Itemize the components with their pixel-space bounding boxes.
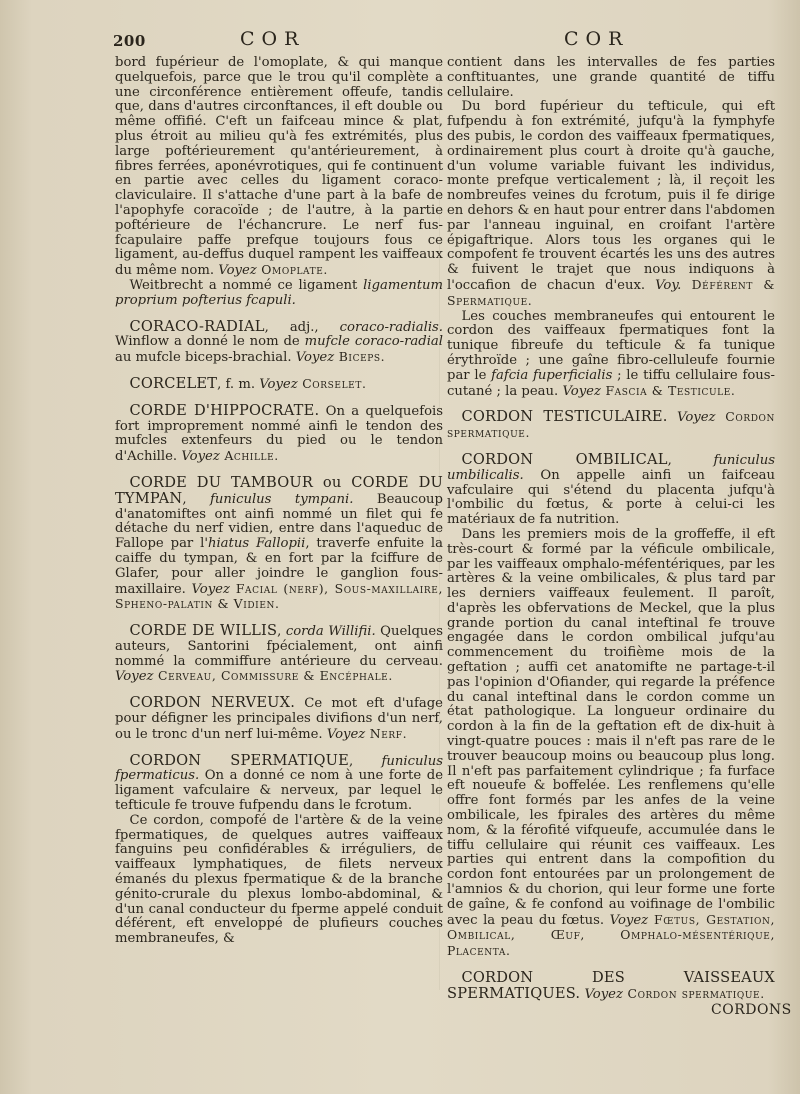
body-text: , — [349, 753, 382, 769]
body-text: , f. m. — [217, 376, 260, 392]
cross-reference: Facial (nerf), Sous-maxillaire, Spheno-palatin & Vidien. — [115, 580, 443, 612]
page-header — [0, 28, 800, 58]
body-text: Beaucoup d'anatomiftes ont ainfi nommé un filet qui fe détache du nerf vidien, entre dans l'aqueduc de Fallope par l' — [115, 491, 443, 552]
paragraph-corde_tambour — [115, 473, 443, 613]
body-text: Quelques auteurs, Santorini fpécialement, ont ainfi nommé la commiffure antérieure du cerveau. — [115, 624, 443, 669]
paragraph-corde_hippocrate — [115, 401, 444, 465]
cross-reference: Cordon spermatique. — [447, 409, 775, 441]
entry-headword: CORDON SPERMATIQUE — [129, 751, 350, 769]
running-head-left: COR — [240, 28, 306, 50]
entry-headword: CORDON NERVEUX. — [129, 694, 296, 712]
italic-text: coraco-radialis. — [339, 319, 443, 335]
paragraph-sperm_cont — [447, 56, 775, 100]
entry-headword: CORDE DU TAMBOUR ou CORDE DU TYMPAN — [115, 473, 443, 507]
entry-headword: CORDE D'HIPPOCRATE. — [129, 401, 320, 419]
body-text: ; le tiffu cellulaire fous-cutané ; la peau. — [447, 367, 775, 399]
paragraph-cordon_vaisseaux — [447, 971, 775, 1003]
body-text: , — [277, 624, 286, 640]
entry-headword: CORDE DE WILLIS — [129, 622, 278, 640]
paragraph-cordon_testiculaire — [447, 410, 775, 442]
cross-reference: Cordon spermatique. — [622, 985, 765, 1001]
catchword: CORDONS — [711, 1002, 792, 1018]
italic-text: Voyez — [584, 986, 623, 1002]
body-text: On appelle ainfi un faifceau vafculaire qui s'étend du placenta jufqu'à l'ombilic du fœtus, & porte à celui-ci les matériaux de fa nutrition. — [447, 467, 775, 528]
italic-text: Voyez — [218, 263, 257, 279]
entry-headword: CORACO-RADIAL — [129, 317, 265, 335]
body-text: , — [182, 491, 210, 507]
paragraph-corde_willis — [115, 624, 443, 685]
paragraph-coraco_radial — [115, 317, 443, 366]
cross-reference: Biceps. — [334, 349, 386, 365]
body-text: Winflow a donné le nom de — [115, 334, 305, 350]
italic-text: ligamentum proprium pofterius fcapuli. — [115, 277, 443, 308]
italic-text: funiculus fpermaticus. — [115, 753, 443, 784]
italic-text: Voyez — [181, 449, 220, 465]
paragraph-sperm_cont2 — [447, 100, 775, 309]
italic-text: corda Willifii. — [285, 624, 376, 640]
cross-reference: Corselet. — [297, 375, 367, 391]
cross-reference: Cerveau, Commissure & Encéphale. — [153, 668, 393, 684]
body-text: Les couches membraneufes qui entourent le cordon des vaiffeaux fpermatiques font la tunique fibreufe du tefticule & fa tunique érythroïde ; une gaîne fibro-celluleufe fournie par le — [447, 308, 775, 383]
paragraph-cordon_spermatique2 — [115, 814, 443, 947]
italic-text: Voyez — [326, 726, 366, 742]
italic-text: mufcle coraco-radial — [304, 334, 443, 350]
body-text: Du bord fupérieur du tefticule, qui eft fufpendu à fon extrémité, jufqu'à la fymphyfe des pubis, le cordon des vaiffeaux fpermatiques, ordinairement plus court à droite qu'à gauche, d'un volume variable fuivant les individus, monte prefque verticalement ; là, il reçoit les nombreufes veines du fcrotum, puis il fe dirige en dehors & en haut pour entrer dans l'abdomen par l'anneau inguinal, en croifant l'artère épigaftrique. Alors tous les organes qui le compofent fe trouvent écartés les uns des autres & fuivent le trajet que nous indiquons à l'occafion de chacun d'eux. — [447, 99, 775, 293]
right-column — [447, 56, 775, 1003]
body-text: On a quelquefois fort improprement nommé ainfi le tendon des mufcles extenfeurs du pied ou le tendon d'Achille. — [115, 403, 444, 465]
italic-text: Voy. — [655, 277, 682, 293]
italic-text: Voyez — [562, 383, 601, 399]
paragraph-omo_cont — [115, 56, 443, 279]
cross-reference: Déférent & Spermatique. — [447, 276, 775, 308]
body-text: , adj., — [264, 319, 340, 335]
body-text — [668, 410, 677, 425]
body-text: Weitbrecht a nommé ce ligament — [129, 277, 364, 293]
italic-text: Voyez — [609, 912, 649, 928]
cross-reference: Fascia & Testicule. — [600, 382, 736, 398]
body-text: au mufcle biceps-brachial. — [115, 350, 296, 366]
italic-text: Voyez — [295, 350, 335, 366]
page-number: 200 — [113, 32, 146, 50]
entry-headword: CORDON DES VAISSEAUX SPERMATIQUES. — [447, 969, 775, 1002]
italic-text: Voyez — [191, 581, 230, 597]
paragraph-corcelet — [115, 374, 443, 393]
body-text: bord fupérieur de l'omoplate, & qui manque quelquefois, parce que le trou qu'il complète a une circonférence entièrement offeufe, tandis que, dans d'autres circonftances, il eft double ou même offifié. C'eft un faifceau mince & plat, plus étroit au milieu qu'à fes extrémités, plus large poftérieurement qu'antérieurement, à fibres ferrées, aponévrotiques, qui fe continuent en partie avec celles du ligament coraco-claviculaire. Il s'attache d'une part à la bafe de l'apophyfe coracoïde ; de l'autre, à la partie poftérieure de l'échancrure. Le nerf fus-fcapulaire paffe prefque toujours fous ce ligament, au-deffus duquel rampent les vaiffeaux du même nom. — [115, 55, 443, 279]
body-text: , traverfe enfuite la caiffe du tympan, & en fort par la fciffure de Glafer, pour aller joindre le ganglion fous-maxillaire. — [115, 536, 443, 597]
paragraph-cordon_ombilical — [447, 450, 775, 528]
left-column — [115, 56, 443, 947]
cross-reference: Nerf. — [365, 725, 408, 741]
paragraph-cordon_spermatique — [115, 751, 443, 814]
body-text: Ce cordon, compofé de l'artère & de la veine fpermatiques, de quelques autres vaiffeaux fanguins peu confidérables & irréguliers, de vaiffeaux lymphatiques, de filets nerveux émanés du plexus fpermatique & de la branche génito-crurale du plexus lombo-abdominal, & d'un canal conducteur du fperme appelé conduit déférent, eft enveloppé de plufieurs couches membraneufes, & — [115, 812, 443, 947]
body-text: , — [667, 452, 714, 468]
body-text: On a donné ce nom à une forte de ligament vafculaire & nerveux, par lequel le tefticule fe trouve fufpendu dans le fcrotum. — [115, 768, 443, 814]
cross-reference: Fœtus, Gestation, Ombilical, Œuf, Omphalo-mésentérique, Placenta. — [447, 911, 775, 959]
paragraph-sperm_cont3 — [447, 310, 775, 400]
italic-text: funiculus tympani. — [210, 491, 354, 507]
italic-text: hiatus Fallopii — [207, 536, 306, 552]
body-text: Ce mot eft d'ufage pour défigner les principales divifions d'un nerf, ou le tronc d'un nerf lui-même. — [115, 696, 443, 742]
italic-text: fafcia fuperficialis — [491, 367, 613, 383]
italic-text: funiculus umbilicalis. — [447, 452, 775, 483]
body-text: contient dans les intervalles de fes parties conftituantes, une grande quantité de tiffu cellulaire. — [447, 55, 775, 100]
entry-headword: CORDON TESTICULAIRE. — [461, 408, 668, 426]
italic-text: Voyez — [115, 669, 154, 685]
paragraph-cordon_ombilical2 — [447, 528, 775, 960]
cross-reference: Achille. — [219, 448, 279, 464]
paragraph-omo_cont2 — [115, 279, 443, 309]
body-text: Dans les premiers mois de la groffeffe, il eft très-court & formé par la véficule ombilicale, par les vaiffeaux omphalo-méfentériques, par les artères & la veine ombilicales, & plus tard par les derniers vaiffeaux feulement. Il paroît, d'après les obfervations de Meckel, que la plus grande portion du canal inteftinal fe trouve engagée dans le cordon ombilical jufqu'au commencement du troifième mois de la geftation ; auffi cet anatomifte ne partage-t-il pas l'opinion d'Ofiander, qui regarde la préfence du canal inteftinal dans le cordon comme un état pathologique. La longueur ordinaire du cordon à la fin de la geftation eft de dix-huit à vingt-quatre pouces : mais il n'eft pas rare de le trouver beaucoup moins ou beaucoup plus long. Il n'eft pas parfaitement cylindrique ; fa furface eft noueufe & boffelée. Les renflemens qu'elle offre font formés par les anfes de la veine ombilicale, les fpirales des artères du même nom, & la férofité vifqueufe, accumulée dans le tiffu cellulaire qui réunit ces vaiffeaux. Les parties qui entrent dans la compofition du cordon font entourées par un prolongement de l'amnios & du chorion, qui leur forme une forte de gaîne, & fe confond au voifinage de l'ombilic avec la peau du fœtus. — [447, 526, 775, 928]
entry-headword: CORDON OMBILICAL — [461, 450, 668, 468]
paragraph-cordon_nerveux — [115, 696, 443, 742]
cross-reference: Omoplate. — [256, 262, 328, 278]
running-head-right: COR — [564, 28, 630, 50]
entry-headword: CORCELET — [129, 374, 218, 392]
italic-text: Voyez — [677, 410, 716, 426]
italic-text: Voyez — [259, 376, 298, 392]
